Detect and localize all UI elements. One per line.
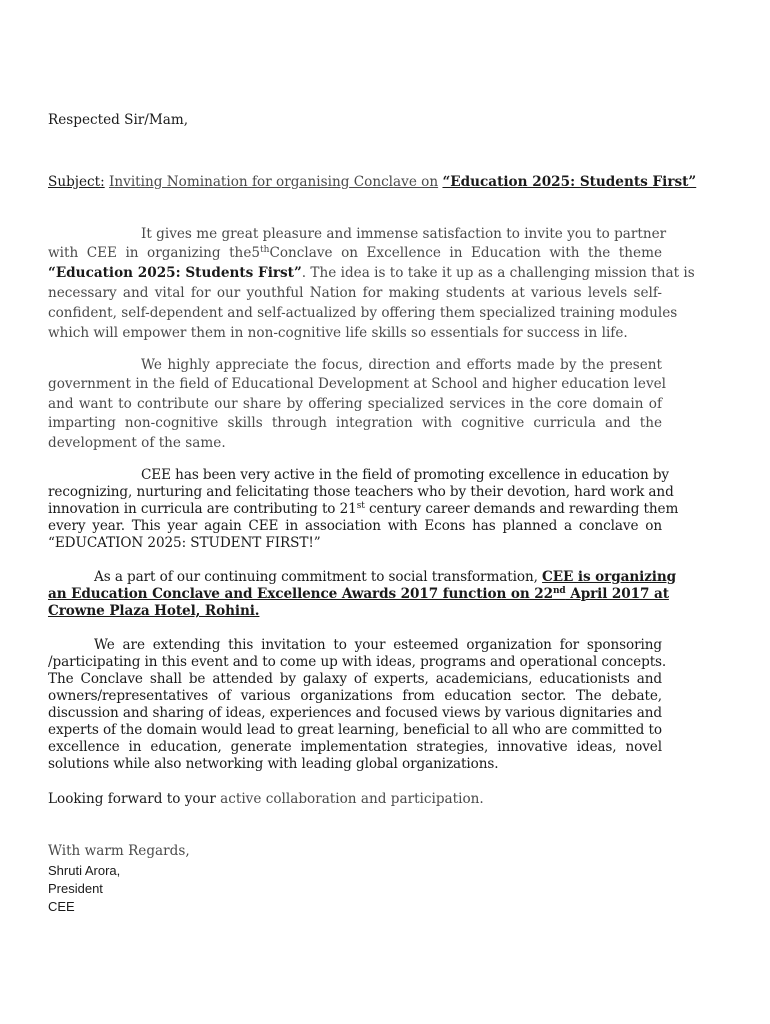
p5-line-1: We are extending this invitation to your esteemed organization for sponsoring — [94, 637, 662, 653]
p2-line-5: development of the same. — [48, 435, 226, 451]
p5-line-6: experts of the domain would lead to great learning, beneficial to all who are committed to — [48, 722, 662, 738]
p1-line-3: “Education 2025: Students First”. The idea is to take it up as a challenging mission that is — [48, 265, 695, 281]
p2-line-4: imparting non-cognitive skills through integration with cognitive curricula and the — [48, 415, 662, 431]
p1-line-1: It gives me great pleasure and immense satisfaction to invite you to partner — [141, 226, 667, 242]
subject-label: Subject: — [48, 174, 105, 190]
p1-line-5: confident, self-dependent and self-actualized by offering them specialized training modules — [48, 305, 678, 321]
p5-line-3: The Conclave shall be attended by galaxy of experts, academicians, educationists and — [48, 671, 662, 687]
greeting: Respected Sir/Mam, — [48, 112, 189, 128]
p3-line-2: recognizing, nurturing and felicitating those teachers who by their devotion, hard work and — [48, 484, 674, 500]
closing-line: Looking forward to your active collaboration and participation. — [48, 791, 484, 807]
p3-line-3: innovation in curricula are contributing to 21st century career demands and rewarding them — [48, 501, 679, 517]
subject-theme: “Education 2025: Students First” — [442, 174, 697, 190]
p5-line-5: discussion and sharing of ideas, experiences and focused views by various dignitaries and — [48, 705, 662, 721]
p4-line-1: As a part of our continuing commitment to social transformation, CEE is organizing — [94, 569, 677, 585]
p5-line-8: solutions while also networking with leading global organizations. — [48, 756, 499, 772]
p1-theme: “Education 2025: Students First” — [48, 265, 302, 281]
signer-org: CEE — [48, 899, 75, 914]
p4-line-2: an Education Conclave and Excellence Awards 2017 function on 22nd April 2017 at — [48, 586, 669, 602]
p1-line-4: necessary and vital for our youthful Nation for making students at various levels self- — [48, 285, 662, 301]
p2-line-3: and want to contribute our share by offering specialized services in the core domain of — [48, 396, 662, 412]
p3-line-4: every year. This year again CEE in association with Econs has planned a conclave on — [48, 518, 662, 534]
p4-line-3: Crowne Plaza Hotel, Rohini. — [48, 603, 260, 619]
p5-line-2: /participating in this event and to come up with ideas, programs and operational concepts. — [48, 654, 667, 670]
subject-line — [48, 173, 697, 192]
p1-line-2: with CEE in organizing the5thConclave on Excellence in Education with the theme — [48, 245, 662, 261]
subject-text: Inviting Nomination for organising Conclave on — [109, 174, 439, 190]
p4-highlight-1: CEE is organizing — [542, 569, 677, 585]
p2-line-1: We highly appreciate the focus, direction and efforts made by the present — [141, 357, 662, 373]
p1-line-6: which will empower them in non-cognitive life skills so essentials for success in life. — [48, 325, 628, 341]
regards: With warm Regards, — [48, 843, 190, 859]
p2-line-2: government in the field of Educational Development at School and higher education level — [48, 376, 667, 392]
p5-line-4: owners/representatives of various organizations from education sector. The debate, — [48, 688, 662, 704]
p3-line-1: CEE has been very active in the field of promoting excellence in education by — [141, 467, 670, 483]
signer-name: Shruti Arora, — [48, 863, 121, 878]
p5-line-7: excellence in education, generate implementation strategies, innovative ideas, novel — [48, 739, 662, 755]
p3-line-5: “EDUCATION 2025: STUDENT FIRST!” — [48, 535, 321, 551]
signer-title: President — [48, 881, 103, 896]
